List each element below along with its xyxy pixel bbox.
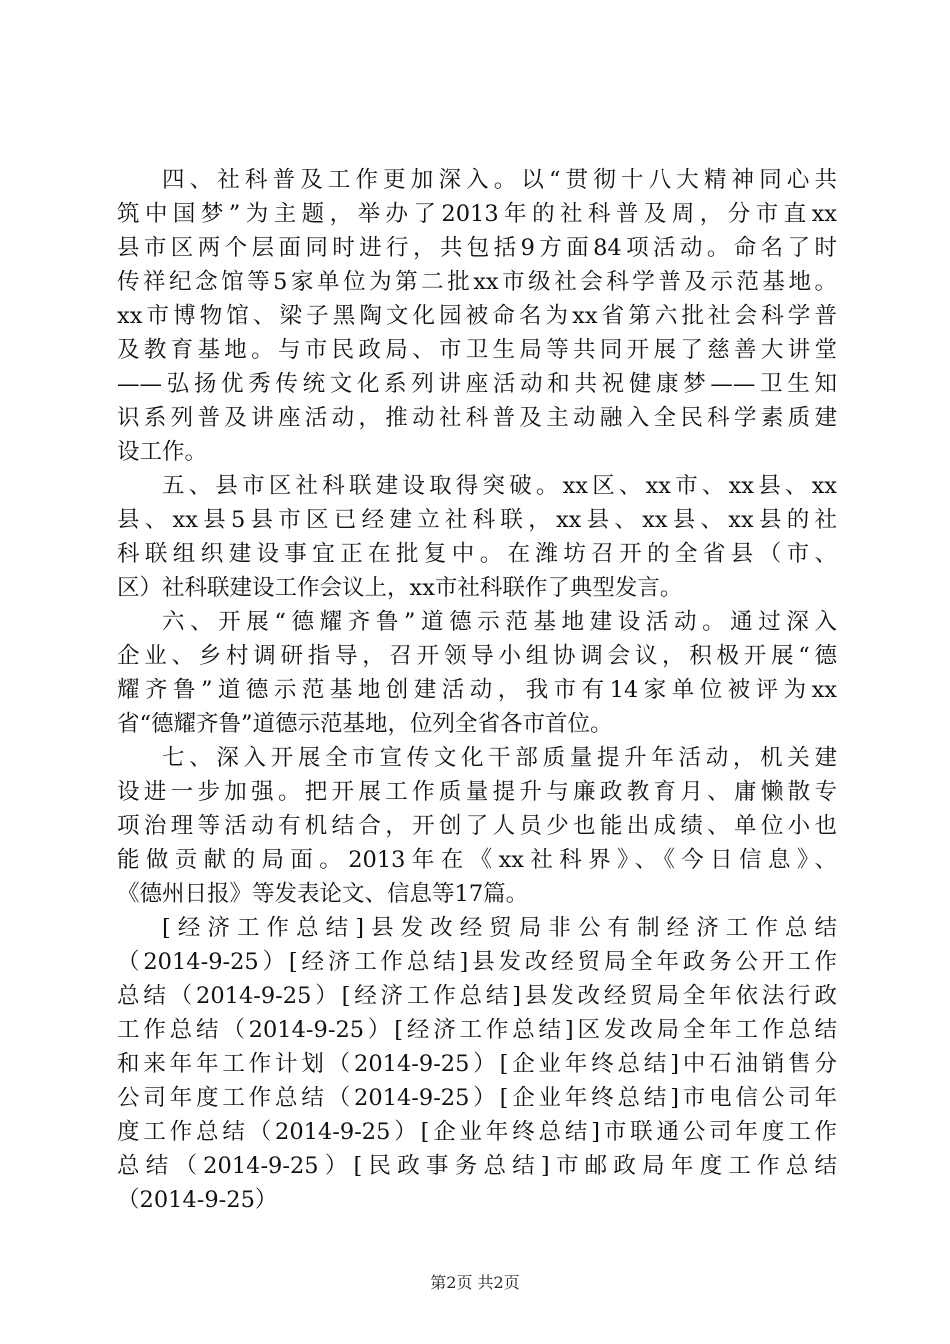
text-line: ——弘扬优秀传统文化系列讲座活动和共祝健康梦——卫生知 bbox=[117, 371, 837, 397]
text-line: 项治理等活动有机结合，开创了人员少也能出成绩、单位小也 bbox=[117, 813, 837, 839]
text-line: 区）社科联建设工作会议上，xx市社科联作了典型发言。 bbox=[117, 575, 683, 601]
text-line: 工作总结（2014-9-25）[经济工作总结]区发改局全年工作总结 bbox=[117, 1017, 837, 1043]
text-line: 总结（2014-9-25）[经济工作总结]县发改经贸局全年依法行政 bbox=[117, 983, 837, 1009]
paragraph-related-summaries bbox=[117, 911, 837, 1217]
text-line: 县、xx县5县市区已经建立社科联，xx县、xx县、xx县的社 bbox=[117, 507, 837, 533]
text-line: 度工作总结（2014-9-25）[企业年终总结]市联通公司年度工作 bbox=[117, 1119, 837, 1145]
text-line: 设工作。 bbox=[117, 439, 208, 465]
text-line: 公司年度工作总结（2014-9-25）[企业年终总结]市电信公司年 bbox=[117, 1085, 837, 1111]
text-line: 企业、乡村调研指导，召开领导小组协调会议，积极开展“德 bbox=[117, 643, 837, 669]
text-line: 能做贡献的局面。2013年在《xx社科界》、《今日信息》、 bbox=[117, 847, 837, 873]
text-line: 传祥纪念馆等5家单位为第二批xx市级社会科学普及示范基地。 bbox=[117, 269, 837, 295]
text-line: 总结（2014-9-25）[民政事务总结]市邮政局年度工作总结 bbox=[117, 1153, 837, 1179]
paragraph-moral-demonstration bbox=[117, 605, 837, 741]
text-line: （2014-9-25）[经济工作总结]县发改经贸局全年政务公开工作 bbox=[117, 949, 837, 975]
paragraph-social-science-popularization bbox=[117, 163, 837, 469]
document-body bbox=[117, 163, 837, 1217]
text-line: 五、县市区社科联建设取得突破。xx区、xx市、xx县、xx bbox=[162, 473, 837, 499]
text-line: 设进一步加强。把开展工作质量提升与廉政教育月、庸懒散专 bbox=[117, 779, 837, 805]
text-line: 七、深入开展全市宣传文化干部质量提升年活动，机关建 bbox=[162, 745, 837, 771]
paragraph-cadre-quality bbox=[117, 741, 837, 911]
text-line: 六、开展“德耀齐鲁”道德示范基地建设活动。通过深入 bbox=[162, 609, 837, 635]
text-line: 和来年年工作计划（2014-9-25）[企业年终总结]中石油销售分 bbox=[117, 1051, 837, 1077]
page-number-footer: 第2页 共2页 bbox=[430, 1273, 520, 1292]
text-line: 四、社科普及工作更加深入。以“贯彻十八大精神同心共 bbox=[162, 167, 837, 193]
text-line: 识系列普及讲座活动，推动社科普及主动融入全民科学素质建 bbox=[117, 405, 837, 431]
text-line: （2014-9-25） bbox=[117, 1187, 278, 1213]
text-line: 《德州日报》等发表论文、信息等17篇。 bbox=[117, 881, 529, 907]
text-line: [经济工作总结]县发改经贸局非公有制经济工作总结 bbox=[162, 915, 837, 941]
text-line: 省“德耀齐鲁”道德示范基地，位列全省各市首位。 bbox=[117, 711, 613, 737]
text-line: 及教育基地。与市民政局、市卫生局等共同开展了慈善大讲堂 bbox=[117, 337, 837, 363]
paragraph-county-federation bbox=[117, 469, 837, 605]
text-line: 科联组织建设事宜正在批复中。在潍坊召开的全省县（市、 bbox=[117, 541, 837, 567]
text-line: 耀齐鲁”道德示范基地创建活动，我市有14家单位被评为xx bbox=[117, 677, 837, 703]
text-line: 县市区两个层面同时进行，共包括9方面84项活动。命名了时 bbox=[117, 235, 837, 261]
text-line: xx市博物馆、梁子黑陶文化园被命名为xx省第六批社会科学普 bbox=[117, 303, 837, 329]
text-line: 筑中国梦”为主题，举办了2013年的社科普及周，分市直xx bbox=[117, 201, 837, 227]
